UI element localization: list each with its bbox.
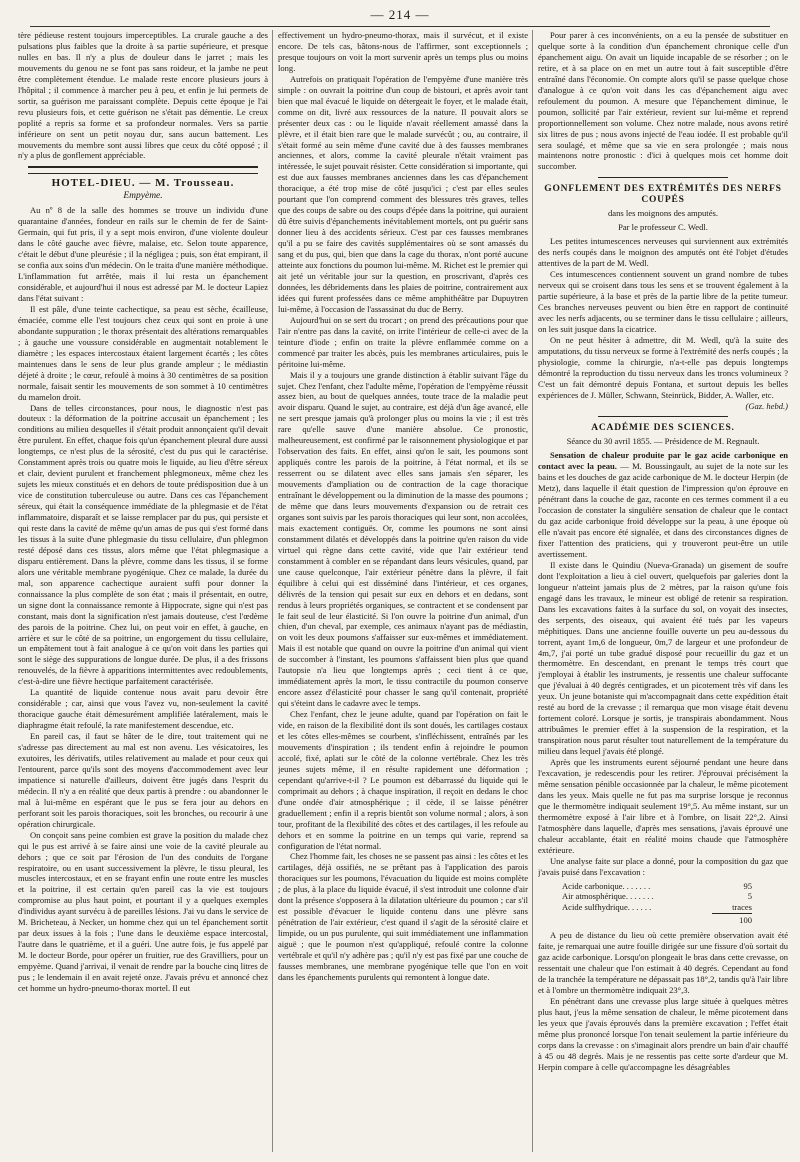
table-label: Air atmosphérique. . . . . . . — [562, 891, 654, 902]
column-1 — [18, 30, 268, 1154]
paragraph: On ne peut hésiter à admettre, dit M. Wedl, qu'à la suite des amputations, du tissu nerveux se forme à l'extrémité des nerfs coupés ; la physiologie, comme la chirurgie, n'a-t-elle pas depuis longtemps démontré la reproduction du tissu nerveux dans les troncs volumineux ? C'est un fait démontré depuis Fontana, et surtout depuis les belles expériences de J. Müller, Schwann, Steinrück, Bidder, A. Waller, etc. — [538, 334, 788, 400]
paragraph: Une analyse faite sur place a donné, pour la composition du gaz que j'avais puisé dans l'excavation : — [538, 855, 788, 877]
table-value: traces — [732, 902, 752, 913]
article-author: Par le professeur C. Wedl. — [618, 222, 708, 233]
paragraph: effectivement un hydro-pneumo-thorax, mais il survécut, et il existe encore. De tels cas, bâtons-nous de l'affirmer, sont exceptionnels ; presque toujours on voit la mort survenir après un temps plus ou moins long. — [278, 30, 528, 73]
paragraph: La quantité de liquide contenue nous avait paru devoir être considérable ; car, ainsi que vous l'avez vu, non-seulement la cavité thoracique gauche était démesurément amplifiée latéralement, mais le diaphragme était refoulé, la rate manifestement descendue, etc. — [18, 687, 268, 731]
column-3 — [538, 30, 788, 1154]
column-divider — [272, 30, 273, 1152]
paragraph: Autrefois on pratiquait l'opération de l'empyème d'une manière très simple : on ouvrait la poitrine d'un coup de bistouri, et après avoir tant bien que mal évacué le liquide on détergeait le foyer, et le malade était, comme on dit, livré aux ressources de la nature. Il pouvait alors se présenter deux cas : ou le liquide n'avait réellement amassé dans la plèvre, et il était bien rare que le malade survécût ; ou, au contraire, il s'était formé au sein même d'une cavité due à des fausses membranes anciennes, et alors, comme la cavité pleurale n'était vraiment pas intéressée, le sujet pouvait résister. Cette considération si importante, qui est due aux fausses membranes anciennes dans les cas d'épanchement thoracique, a été trop mise de côté jusqu'ici ; c'est par elles seules pourtant que l'on comprend comment des blessures très graves, telles que des coups de sabre ou des coups d'épée dans la poitrine, qui auraient dû être suivis d'épanchements inévitablement mortels, ont pu guérir sans donner lieu à des accidents sérieux. C'est par ces fausses membranes qu'il a pu se faire des cavités supplémentaires où se sont amassés du sang et du pus, qui, bien que dans la cage du thorax, n'ont porté aucune atteinte aux fonctions du poumon lui-même. M. Richet est le premier qui ait jeté un véritable jour sur la question, en proscrivant, d'après ces données, les débridements dans les plaies de poitrine, contrairement aux idées qui furent professées dans ce même amphithéâtre par Dupuytren lui-même, à l'occasion de l'assassinat du duc de Berry. — [278, 73, 528, 314]
section-divider — [598, 177, 728, 178]
page-number: — 214 — — [370, 7, 430, 22]
section-title-nerfs: GONFLEMENT DES EXTRÉMITÉS DES NERFS COUPÉS — [544, 184, 782, 206]
table-total — [712, 913, 752, 926]
paragraph: Ces intumescences contiennent souvent un grand nombre de tubes nerveux qui se croisent dans tous les sens et se trouvent également à la partie supérieure, à la base et près de la partie libre de la petite tumeur. Ces branches nerveuses peuvent ou bien être en rapport de continuité avec les nerfs adjacents, ou se terminer dans le tissu cellulaire ; ailleurs, on les suit jusque dans la cicatrice. — [538, 269, 788, 334]
column-2 — [278, 30, 528, 1154]
session-info: Séance du 30 avril 1855. — Présidence de M. Regnault. — [566, 436, 760, 447]
table-label: Acide carbonique. . . . . . . — [562, 880, 651, 891]
table-label: Acide sulfhydrique. . . . . . — [562, 902, 652, 913]
paragraph: tère pédieuse restent toujours imperceptibles. La crurale gauche a des pulsations plus faibles que la droite à sa partie supérieure, et presque nulles en bas. Il n'y a plus de douleur dans le jarret ; mais les mouvements du genou ne se font pas sans roideur, et la jambe ne peut être complètement étendue. Le malade reste encore plusieurs jours à l'hôpital ; il commence à marcher peu à peu, et enfin je lui permets de sortir, sa guérison me paraissant complète. Depuis cette époque je l'ai revu plusieurs fois, et cette guérison ne s'était pas démentie. Le creux poplité a repris sa forme et sa profondeur normales. Vers sa partie inférieure on sent un petit noyau dur, sans aucun battement. Les mouvements du membre sont aussi libres que ceux du côté opposé ; il n'y a plus de gonflement appréciable. — [18, 30, 268, 161]
section-subtitle-nerfs: dans les moignons des amputés. — [607, 208, 719, 219]
paragraph: En pareil cas, il faut se hâter de le dire, tout traitement qui ne s'adresse pas directement au mal est non avenu. Les vésicatoires, les exutoires, les dérivatifs, utiles relativement au malade et pour ceux qui l'entourent, parce qu'ils sont des moyens d'accommodement avec leur impatience si naturelle d'ailleurs, doivent être jugés dans l'esprit du médecin. Il n'y a en réalité que deux partis à prendre : ou abandonner le mal à lui-même en espérant que le pus se fera jour au dehors en perforant soit les parois thoraciques, soit les bronches, ou recourir à une opération chirurgicale. — [18, 731, 268, 829]
paragraph-with-lead — [538, 450, 788, 560]
paragraph: Au nº 8 de la salle des hommes se trouve un individu d'une quarantaine d'années, fondeur en rails sur le chemin de fer de Saint-Germain, qui fut pris, il y a sept mois environ, d'une violente douleur dans le côté gauche avec fièvre, malaise, etc. Selon toute apparence, c'était le début d'une pleurésie ; il la négligea ; puis, son état empirant, il se confia aux soins d'un médecin. On le traita d'une manière méthodique. L'inflammation fut arrêtée, mais il lui resta un épanchement considérable, et aujourd'hui il nous est adressé par M. le docteur Lapiez dans l'état suivant : — [18, 205, 268, 303]
section-title-academie: ACADÉMIE DES SCIENCES. — [591, 423, 735, 434]
gas-composition-table — [562, 881, 752, 927]
paragraph: Les petites intumescences nerveuses qui surviennent aux extrémités des nerfs coupés dans le moignon des amputés ont été l'objet d'études attentives de la part de M. Wedl. — [538, 236, 788, 269]
paragraph: Chez l'homme fait, les choses ne se passent pas ainsi : les côtes et les cartilages, déjà ossifiés, ne se prêtant pas à l'application des parois thoraciques sur les poumons, l'évacuation du liquide est moins complète ; de plus, à la place du liquide évacué, il s'est introduit une colonne d'air dont la présence s'opposera à la dilatation ultérieure du poumon ; car s'il est possible d'évacuer le liquide contenu dans une plèvre sans pénétration de l'air extérieur, c'est quand il s'agit de la sérosité claire et limpide, ou un pus purulente, qui suit immédiatement une inflammation aiguë ; que le poumon n'est qu'appliqué, refoulé contre la colonne vertébrale et qu'il n'y adhère pas ; qu'il n'y est pas fixé par une couche de fausses membranes, une membrane pyogénique telle que l'on en voit dans les épanchements purulents qui remontent à longue date. — [278, 851, 528, 982]
paragraph: On conçoit sans peine combien est grave la position du malade chez qui le pus est arrivé à se faire ainsi une voie de la cavité pleurale au dehors ; que ce soit par l'érosion de l'un des conduits de l'organe respiratoire, ou en usant successivement la plèvre, le tissu pleural, les muscles intercostaux, et en se frayant enfin une route entre les muscles et la poitrine, il est certain qu'en pareil cas la vie est toujours compromise au plus haut point, et pourtant il y a quelques exemples d'individus ayant survécu à de pareilles lésions. J'ai vu dans le service de M. Bricheteau, à Necker, un homme chez qui un tel épanchement sortit par deux issues à la fois ; l'une dans le deuxième espace intercostal, l'autre dans le quatrième, et il a guéri. Une autre fois, je fus appelé par M. le docteur Borde, pour opérer un fruitier, rue des Gravilliers, pour un empyème. Quand j'arrivai, il venait de rendre par la bouche cinq litres de pus ; le lendemain il en avait rejeté onze. J'avais prévu et annoncé chez cet homme un hydro-pneumo-thorax mortel. Il eut — [18, 829, 268, 994]
table-row — [562, 902, 752, 913]
paragraph: Mais il y a toujours une grande distinction à établir suivant l'âge du sujet. Chez l'enfant, chez l'adulte même, l'opération de l'empyème réussit assez bien, au bout de quelques années, toute trace de la maladie peut avoir disparu. Quand le sujet, au contraire, est déjà d'un âge avancé, elle ne sert presque jamais qu'à prolonger plus ou moins la vie ; il est très rare qu'elle sauve d'une manière absolue. Ce pronostic, malheureusement, est confirmé par le raisonnement physiologique et par l'observation des faits. En effet, ainsi qu'on le sait, les poumons sont appliqués contre les parois de la poitrine, à l'état normal, et ils se resserrent ou se dilatent avec elles sans jamais s'en séparer, les mouvements d'ampliation ou de contraction de la cage thoracique entraînant le développement ou la diminution de la masse des poumons ; de même que dans leurs mouvements d'expansion ou de retrait ces organes sont suivis par les parois thoraciques qui leur sont, non accolées, mais exactement contiguës. Or, comme les poumons ne sont ainsi constamment dilatés et développés dans la poitrine qu'en raison du vide virtuel qui règne dans cette cavité, vide que l'air extérieur tend constamment à combler en se répandant dans leurs vésicules, quand, par une cause quelconque, l'air extérieur pénètre dans la plèvre, il fait équilibre à celui qui est disséminé dans l'intérieur, et ces organes, délivrés de la tension qui pesait sur eux en dehors et en dedans, sont rendus à leurs propriétés organiques, se contractent et se condensent par le fait seul de leur élasticité. Si l'on ouvre la poitrine d'un animal, d'un chien, d'un cheval, par exemple, ces animaux n'ayant pas de médiastin, on voit les deux poumons s'affaisser sur eux-mêmes et immédiatement. Mais il est notable que quand on ouvre la poitrine d'un animal qui vient de succomber à l'instant, les poumons s'affaissent bien plus que quand l'autopsie n'a lieu que longtemps après ; ceci tient à ce que, immédiatement après la mort, le tissu contractile du poumon conserve encore assez d'élasticité pour chasser le sang qu'il contenait, propriété qui s'éteint dans le cadavre avec le temps. — [278, 369, 528, 709]
paragraph-body: — M. Boussingault, au sujet de la note sur les bains et les douches de gaz acide carbonique de M. le docteur Herpin (de Metz), dans laquelle il était question de l'impression qu'on éprouve en pénétrant dans la couche de gaz, raconte en ces termes comment il a eu l'occasion de constater la singulière sensation de chaleur que le contact du gaz acide carbonique froid développe sur la peau, à une époque où elle n'avait pas encore été signalée, et dans des circonstances dignes de fixer l'attention des praticiens, qui y trouveront peut-être un utile avertissement. — [538, 461, 788, 559]
section-title-hotel-dieu: HOTEL-DIEU. — M. Trousseau. — [51, 177, 235, 190]
paragraph: Il existe dans le Quindiu (Nueva-Granada) un gisement de soufre dont l'exploitation a lieu à ciel ouvert, quelquefois par galeries dont la longueur n'atteint jamais plus de 2 mètres, par la raison qu'une fois engagé dans les travaux, le mineur est obligé de retenir sa respiration. Dans les excavations faites à la surface du sol, on voyait des insectes, des serpents, des oiseaux, qui avaient été tués par les vapeurs méphitiques. Dans une ancienne fouille ouverte un peu au-dessous du torrent, ayant 1m,6 de longueur, 0m,7 de largeur et une profondeur de 4m,7, j'ai porté un tube gradué disposé pour recueillir du gaz et un thermomètre. En descendant, en prenant le temps très court que j'employai à établir les instruments, je ressentis une chaleur suffocante que j'évaluai à 40 degrés centigrades, et un picotement très vif dans les yeux. Un jeune botaniste qui m'accompagnait dans cette expédition était resté au bord de la crevasse ; il remarqua que mon visage était devenu fortement coloré. Lorsque je sortis, je transpirais abondamment. Nous attribuâmes le premier effet à la suspension de la respiration, et la transpiration nous parut résulter tout naturellement de la température du milieu dans lequel j'avais été plongé. — [538, 559, 788, 757]
paragraph: Dans de telles circonstances, pour nous, le diagnostic n'est pas douteux : la déformation de la poitrine accusait un épanchement ; les conditions au milieu desquelles il s'était produit annonçaient qu'il devait être purulent. En effet, chaque fois qu'un épanchement pleural dure aussi longtemps, ce n'est plus de la sérosité, c'est du pus qui le caractérise. Constamment après trois ou quatre mois le liquide, au lieu d'être séreux et clair, devient purulent et franchement phlegmoneux, même chez les sujets les mieux constitués et en dehors de toute prédisposition due à un vice de constitution tuberculeuse ou autre. Dans ces cas l'épanchement séreux, qui était la conséquence immédiate de la phlegmasie et de l'état inflammatoire, disparaît et se laisse remplacer par du pus, qui persiste et qui reste dans la cavité de même qu'un amas de pus qui s'est formé dans les tissus à la suite d'une phlegmasie du tissu cellulaire, d'un phlegmon resté déposé dans ces tissus, alors même que l'état phlegmasique a disparu entièrement. Dans la plèvre, comme dans les tissus, il se forme alors une véritable membrane pyogénique. Chez ce malade, la durée du mal, son apparence cachectique auraient suffi pour donner la connaissance la plus complète de son état ; mais il présentait, en outre, un signe dont la connaissance remonte à Hippocrate, signe qui n'est pas constant, mais dont la signification n'est jamais douteuse, c'est l'œdème des parois de la poitrine. Chez lui, on peut voir en effet, à gauche, en arrière et sur le côté de sa poitrine, un engorgement du tissu cellulaire, un empâtement tout à fait analogue à ce qu'on voit dans les parties qui sont le siège des suppurations de longue durée. De plus, il a des frissons renouvelés, de la fièvre à apparitions intermittentes avec redoublements, c'est-à-dire une fièvre hectique parfaitement caractérisée. — [18, 402, 268, 687]
table-value: 95 — [743, 880, 752, 891]
table-value: 5 — [747, 891, 752, 902]
table-row — [562, 881, 752, 892]
source-credit: (Gaz. hebd.) — [745, 400, 788, 411]
paragraph: A peu de distance du lieu où cette première observation avait été faite, je remarquai une autre fouille dirigée sur une fissure d'où sortait du gaz acide carbonique. Lorsqu'on plongeait le bras dans cette crevasse, on ressentait une chaleur que l'on estimait à 40 degrés. Cependant au fond de la tranchée la température ne dépassait pas 18°,2, tandis qu'à l'air libre et à l'ombre un thermomètre indiquait 23°,3. — [538, 930, 788, 996]
paragraph: Aujourd'hui on se sert du trocart ; on prend des précautions pour que l'air n'entre pas dans la cavité, on irrite l'intérieur de celle-ci avec de la teinture d'iode ; enfin on traite la plèvre enflammée comme on a commencé par traiter les abcès, puis les membranes articulaires, puis le péritoine lui-même. — [278, 314, 528, 369]
section-subtitle-empyeme: Empyème. — [123, 191, 163, 202]
paragraph: Chez l'enfant, chez le jeune adulte, quand par l'opération on fait le vide, en raison de la flexibilité dont ils sont doués, les cartilages costaux et les côtes elles-mêmes se courbent, s'infléchissent, entraînés par les mouvements d'inspiration ; ils tendent enfin à rejoindre le poumon accolé, fixé, aplati sur le côté de la colonne vertébrale. Chez les très jeunes sujets même, il en résulte rapidement une déformation ; cependant qu'arrive-t-il ? Le poumon est débarrassé du liquide qui le comprimait au dehors ; à chaque inspiration, il reçoit en dedans le choc d'une ondée d'air atmosphérique ; il cède, il se laisse pénétrer graduellement ; enfin il a repris bientôt son volume normal ; alors, à son tour, profitant de la flexibilité des côtes et des cartilages, il les refoule au dehors et en somme la poitrine en un temps qui varie, reprend sa configuration de l'état normal. — [278, 709, 528, 851]
paragraph: Il est pâle, d'une teinte cachectique, sa peau est sèche, écailleuse, émaciée, comme elle l'est toujours chez ceux qui sont en proie à une abondante suppuration ; le thorax présentait des altérations remarquables ; à gauche une voussure considérable en augmentait notablement le diamètre ; les espaces intercostaux étaient largement écartés ; les côtes maintenues dans le sens de leur plus grande ampleur ; le médiastin déjeté à droite ; le cœur, refoulé à moins à 30 centimètres de sa position normale, faisait sentir les mouvements de son sommet à 10 centimètres du mamelon droit. — [18, 303, 268, 402]
column-divider — [532, 30, 533, 1152]
section-divider — [598, 416, 728, 417]
table-row — [562, 891, 752, 902]
page-header — [30, 4, 770, 26]
paragraph-lead: Sensation de chaleur produite par le gaz acide carbonique en contact avec la peau. — [538, 450, 788, 472]
paragraph: Pour parer à ces inconvénients, on a eu la pensée de substituer en quelque sorte à la condition d'un épanchement chronique celle d'un épanchement aigu. On avait un liquide incapable de se résorber ; on le retire, et à sa place on en met un autre tout à fait susceptible d'être entraîné dans l'économie. On compte alors qu'il se passe quelque chose d'analogue à ce qu'on voit dans les cas d'épanchement aigu avec refoulement du poumon. A mesure que l'épanchement diminue, le poumon, sollicité par l'air extérieur, revient sur lui-même et reprend proportionnellement son volume. Chez notre malade, nous avons retiré six litres de pus ; nous avons injecté de l'eau iodée. Il est probable qu'il sera soulagé, et même que sa vie en sera prolongée ; mais nous maintenons notre pronostic : d'ici à quelques mois cet homme doit succomber. — [538, 30, 788, 172]
header-rule — [30, 26, 770, 27]
table-total-value: 100 — [739, 915, 752, 926]
paragraph: Après que les instruments eurent séjourné pendant une heure dans l'excavation, je redescendis pour les retirer. J'éprouvai précisément la même sensation pénible occasionnée par la chaleur, le même picotement dans les yeux. Mais quelle ne fut pas ma surprise lorsque je reconnus que le thermomètre indiquait seulement 19°,5. Au même instant, sur un thermomètre exposé à l'air libre et à l'ombre, on lisait 22°,2. Ainsi l'atmosphère dans laquelle, d'après mes sensations, j'avais éprouvé une chaleur accablante, était en réalité moins chaude que l'atmosphère extérieure. — [538, 757, 788, 855]
section-divider — [28, 166, 258, 174]
paragraph: En pénétrant dans une crevasse plus large située à quelques mètres plus haut, j'eus la même sensation de chaleur, le même picotement dans les yeux que j'avais éprouvés dans la première excavation ; l'effet était même plus prononcé lorsque l'on tenait seulement la partie inférieure du corps dans la crevasse : on s'imaginait alors prendre un bain d'air chauffé à 45 ou 48 degrés. Mais je ne ressentis pas cette sorte d'ardeur que M. Herpin compare à celle qu'accompagne les désagréables — [538, 996, 788, 1072]
